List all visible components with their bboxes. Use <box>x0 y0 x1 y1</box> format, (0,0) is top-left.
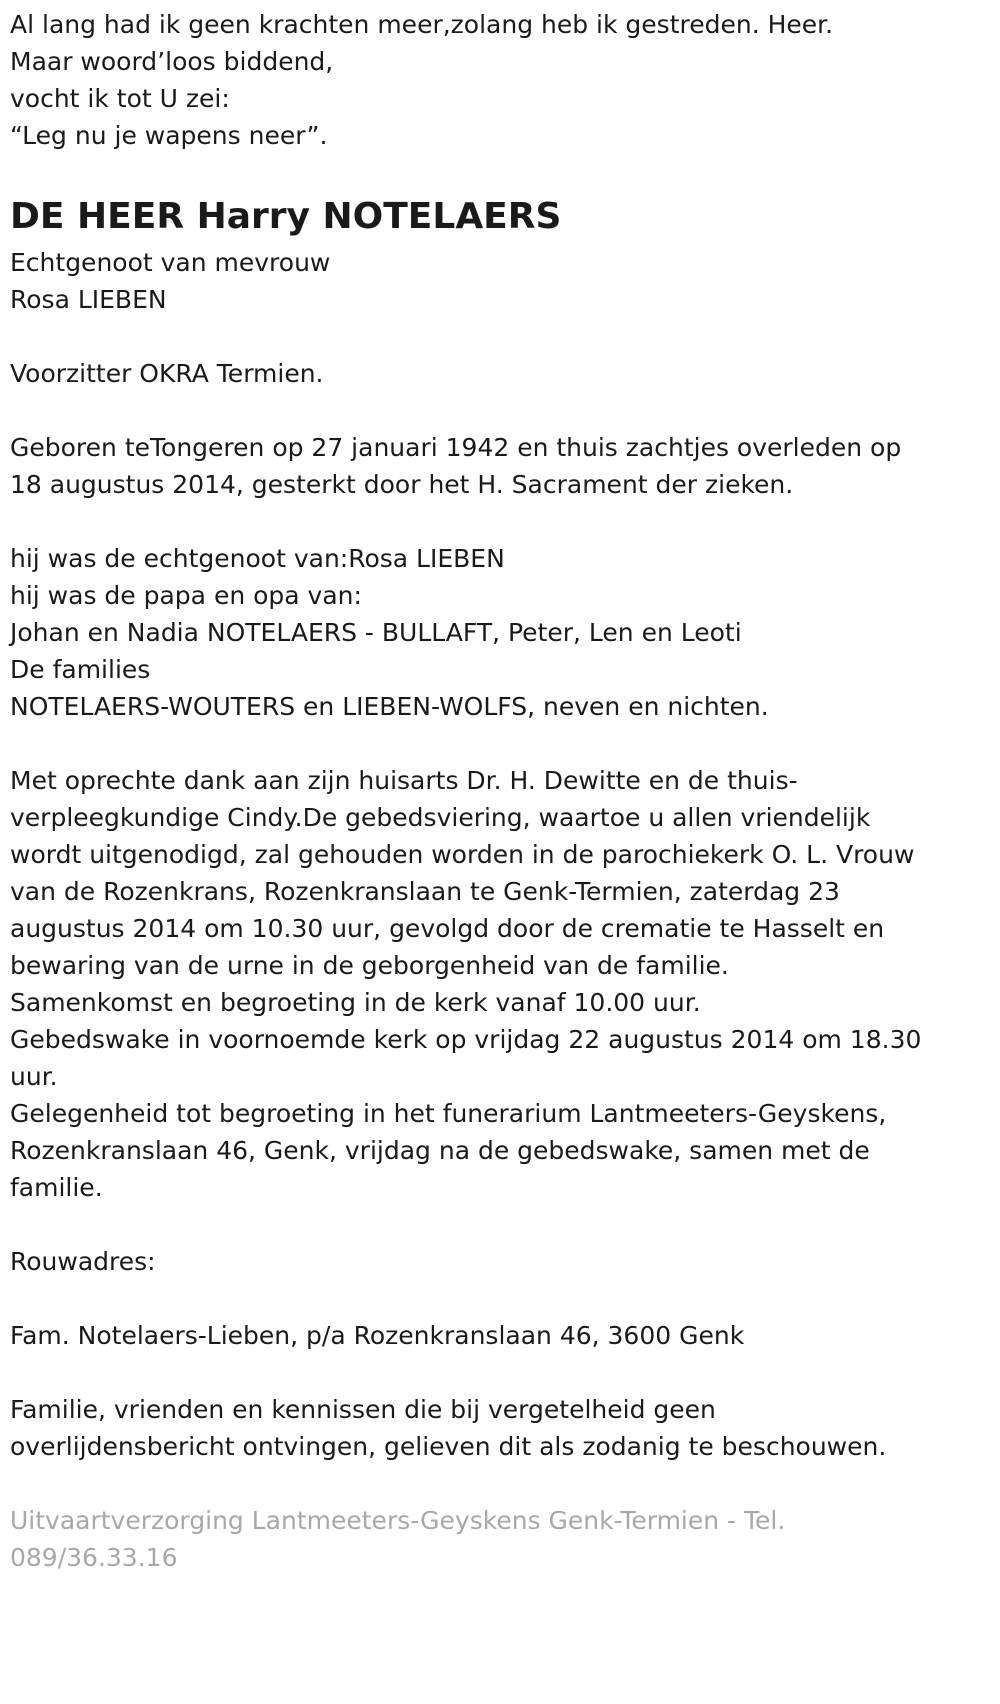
service-line: augustus 2014 om 10.30 uur, gevolgd door de crematie te Hasselt en <box>10 914 885 943</box>
spacer <box>10 503 995 540</box>
notice-line: Familie, vrienden en kennissen die bij vergetelheid geen <box>10 1395 716 1424</box>
funeral-home-footer <box>10 1502 995 1576</box>
spacer <box>10 1206 995 1243</box>
poem-line: “Leg nu je wapens neer”. <box>10 121 328 150</box>
footer-line: Uitvaartverzorging Lantmeeters-Geyskens Genk-Termien - Tel. <box>10 1506 786 1535</box>
family-line: De families <box>10 655 151 684</box>
service-line: uur. <box>10 1062 58 1091</box>
family-line: hij was de papa en opa van: <box>10 581 362 610</box>
obituary-document <box>10 6 995 1576</box>
family-line: NOTELAERS-WOUTERS en LIEBEN-WOLFS, neven en nichten. <box>10 692 769 721</box>
service-line: van de Rozenkrans, Rozenkranslaan te Genk-Termien, zaterdag 23 <box>10 877 840 906</box>
spacer <box>10 1280 995 1317</box>
notice-line: overlijdensbericht ontvingen, gelieven dit als zodanig te beschouwen. <box>10 1432 887 1461</box>
family-line: hij was de echtgenoot van:Rosa LIEBEN <box>10 544 505 573</box>
service-line: Samenkomst en begroeting in de kerk vanaf 10.00 uur. <box>10 988 701 1017</box>
poem-line: Maar woord’loos biddend, <box>10 47 334 76</box>
service-line: Gebedswake in voornoemde kerk op vrijdag 22 augustus 2014 om 18.30 <box>10 1025 922 1054</box>
service-line: wordt uitgenodigd, zal gehouden worden in de parochiekerk O. L. Vrouw <box>10 840 915 869</box>
service-line: Rozenkranslaan 46, Genk, vrijdag na de gebedswake, samen met de <box>10 1136 870 1165</box>
service-line: Met oprechte dank aan zijn huisarts Dr. H. Dewitte en de thuis- <box>10 766 798 795</box>
mourning-address-label: Rouwadres: <box>10 1247 156 1276</box>
birth-death-line: 18 augustus 2014, gesterkt door het H. Sacrament der zieken. <box>10 470 794 499</box>
service-line: verpleegkundige Cindy.De gebedsviering, waartoe u allen vriendelijk <box>10 803 871 832</box>
spacer <box>10 318 995 355</box>
mourning-address: Fam. Notelaers-Lieben, p/a Rozenkranslaan 46, 3600 Genk <box>10 1321 745 1350</box>
notice-paragraph <box>10 1391 995 1465</box>
spouse-line: Echtgenoot van mevrouw <box>10 248 331 277</box>
poem-line: vocht ik tot U zei: <box>10 84 230 113</box>
function-line: Voorzitter OKRA Termien. <box>10 359 324 388</box>
footer-phone: 089/36.33.16 <box>10 1543 178 1572</box>
family-line: Johan en Nadia NOTELAERS - BULLAFT, Peter, Len en Leoti <box>10 618 742 647</box>
poem-line: Al lang had ik geen krachten meer,zolang heb ik gestreden. Heer. <box>10 10 834 39</box>
service-paragraph <box>10 762 995 1206</box>
spacer <box>10 1354 995 1391</box>
spacer <box>10 392 995 429</box>
service-line: bewaring van de urne in de geborgenheid van de familie. <box>10 951 729 980</box>
family-paragraph <box>10 540 995 725</box>
spacer <box>10 725 995 762</box>
poem <box>10 6 995 154</box>
service-line: Gelegenheid tot begroeting in het funerarium Lantmeeters-Geyskens, <box>10 1099 887 1128</box>
deceased-name-title: DE HEER Harry NOTELAERS <box>10 196 562 237</box>
birth-death-paragraph <box>10 429 995 503</box>
service-line: familie. <box>10 1173 103 1202</box>
spouse-name: Rosa LIEBEN <box>10 285 167 314</box>
birth-death-line: Geboren teTongeren op 27 januari 1942 en thuis zachtjes overleden op <box>10 433 902 462</box>
